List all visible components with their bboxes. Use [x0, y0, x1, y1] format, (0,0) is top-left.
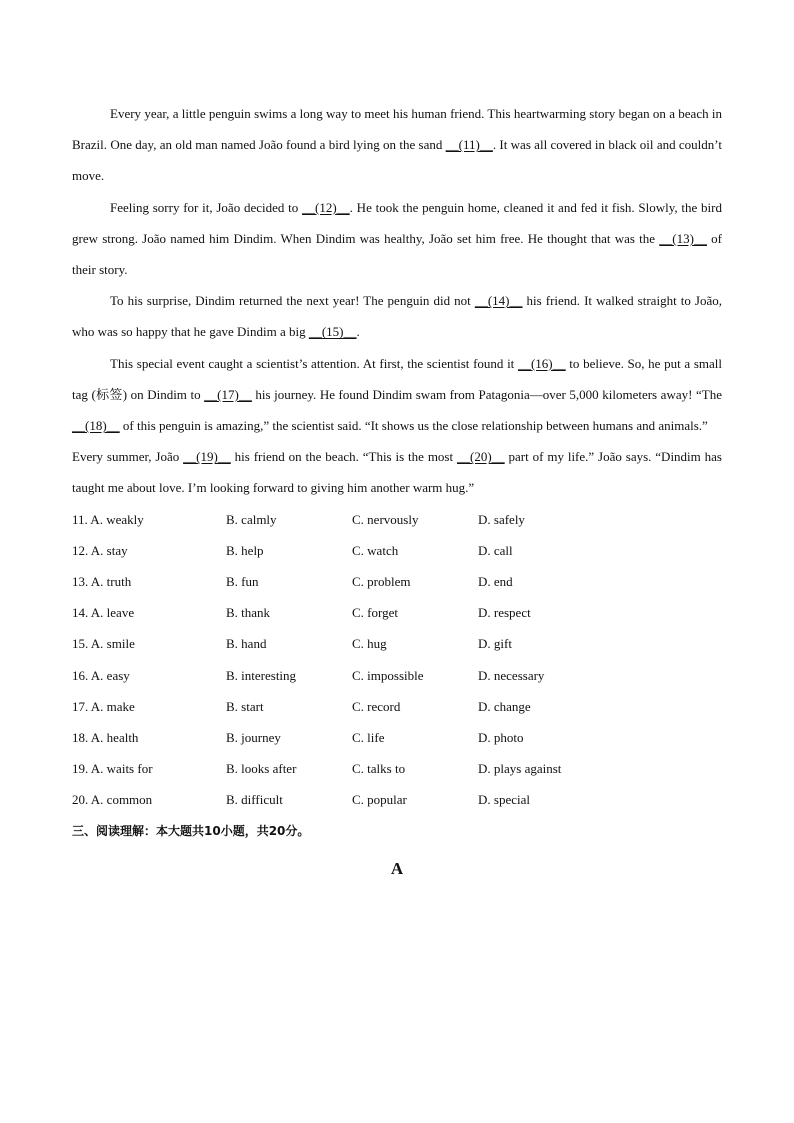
option-b: B. calmly — [226, 511, 277, 527]
option-a: 17. A. make — [72, 698, 135, 714]
option-d: D. call — [478, 542, 513, 558]
option-d: D. necessary — [478, 667, 545, 683]
options-row-17 — [72, 691, 722, 722]
option-d: D. change — [478, 698, 531, 714]
blank-15: __(15)__ — [308, 324, 357, 340]
text: . It was all covered in black oil and couldn’t move. — [72, 137, 722, 184]
option-b: B. looks after — [226, 761, 297, 777]
options-row-20 — [72, 784, 722, 815]
text: . He took the penguin home, cleaned it and fed it fish. Slowly, the bird grew strong. João named him Dindim. When Dindim was healthy, João set him free. He thought that was the — [72, 199, 722, 246]
option-b: B. thank — [226, 605, 271, 621]
option-d: D. plays against — [478, 761, 562, 777]
option-a: 11. A. weakly — [72, 511, 144, 527]
options-row-13 — [72, 566, 722, 597]
text: To his surprise, Dindim returned the next year! The penguin did not — [110, 293, 475, 309]
option-c: C. talks to — [352, 761, 406, 777]
text: part of my life.” João says. “Dindim has taught me about love. I’m looking forward to giving him another warm hug.” — [72, 449, 722, 496]
document-page — [72, 98, 722, 896]
text: Feeling sorry for it, João decided to — [110, 199, 302, 215]
option-d: D. gift — [478, 636, 512, 652]
text: his friend. It walked straight to João, who was so happy that he gave Dindim a big — [72, 293, 722, 340]
option-a: 20. A. common — [72, 792, 153, 808]
passage-paragraph-2 — [72, 192, 722, 286]
passage-paragraph-5 — [72, 441, 722, 503]
blank-20: __(20)__ — [456, 449, 505, 465]
passage-paragraph-1 — [72, 98, 722, 192]
option-c: C. forget — [352, 605, 398, 621]
option-a: 19. A. waits for — [72, 761, 153, 777]
text: to believe. So, he put a small tag (标签) on Dindim to — [72, 355, 722, 402]
option-b: B. fun — [226, 574, 259, 590]
options-row-18 — [72, 722, 722, 753]
blank-14: __(14)__ — [474, 293, 523, 309]
text: . — [356, 324, 360, 340]
option-a: 12. A. stay — [72, 542, 128, 558]
text: Every year, a little penguin swims a long way to meet his human friend. This heartwarming story began on a beach in Brazil. One day, an old man named João found a bird lying on the sand — [72, 106, 722, 153]
option-c: C. hug — [352, 636, 387, 652]
option-b: B. help — [226, 542, 264, 558]
option-c: C. life — [352, 729, 385, 745]
blank-11: __(11)__ — [445, 137, 493, 153]
blank-17: __(17)__ — [204, 386, 252, 402]
text: Every summer, João — [72, 449, 184, 465]
blank-16: __(16)__ — [517, 355, 566, 371]
option-b: B. difficult — [226, 792, 283, 808]
option-b: B. start — [226, 698, 264, 714]
option-d: D. end — [478, 574, 513, 590]
text: of this penguin is amazing,” the scientist said. “It shows us the close relationship between humans and animals.” — [119, 418, 708, 434]
blank-18: __(18)__ — [72, 418, 120, 434]
blank-12: __(12)__ — [302, 199, 350, 215]
blank-19: __(19)__ — [183, 449, 231, 465]
options-list — [72, 504, 722, 816]
option-d: D. respect — [478, 605, 531, 621]
option-c: C. watch — [352, 542, 399, 558]
section-letter: A — [390, 858, 404, 878]
text: his journey. He found Dindim swam from Patagonia—over 5,000 kilometers away! “The — [251, 386, 722, 402]
options-row-12 — [72, 535, 722, 566]
option-d: D. photo — [478, 729, 524, 745]
option-c: C. popular — [352, 792, 407, 808]
section-heading: 三、阅读理解：本大题共10小题，共20分。 — [72, 823, 310, 838]
option-d: D. safely — [478, 511, 525, 527]
options-row-16 — [72, 660, 722, 691]
option-a: 14. A. leave — [72, 605, 135, 621]
option-a: 18. A. health — [72, 729, 139, 745]
text: This special event caught a scientist’s attention. At first, the scientist found it — [110, 355, 518, 371]
options-row-19 — [72, 753, 722, 784]
option-b: B. interesting — [226, 667, 297, 683]
options-row-14 — [72, 597, 722, 628]
blank-13: __(13)__ — [659, 230, 707, 246]
option-a: 13. A. truth — [72, 574, 132, 590]
option-c: C. nervously — [352, 511, 419, 527]
option-c: C. record — [352, 698, 401, 714]
text: his friend on the beach. “This is the most — [230, 449, 457, 465]
option-d: D. special — [478, 792, 530, 808]
options-row-15 — [72, 628, 722, 659]
passage-paragraph-3 — [72, 285, 722, 347]
passage-paragraph-4 — [72, 348, 722, 442]
option-a: 16. A. easy — [72, 667, 130, 683]
option-b: B. hand — [226, 636, 267, 652]
text: of their story. — [72, 230, 722, 278]
option-c: C. impossible — [352, 667, 424, 683]
option-b: B. journey — [226, 729, 281, 745]
options-row-11 — [72, 504, 722, 535]
option-c: C. problem — [352, 574, 411, 590]
option-a: 15. A. smile — [72, 636, 135, 652]
